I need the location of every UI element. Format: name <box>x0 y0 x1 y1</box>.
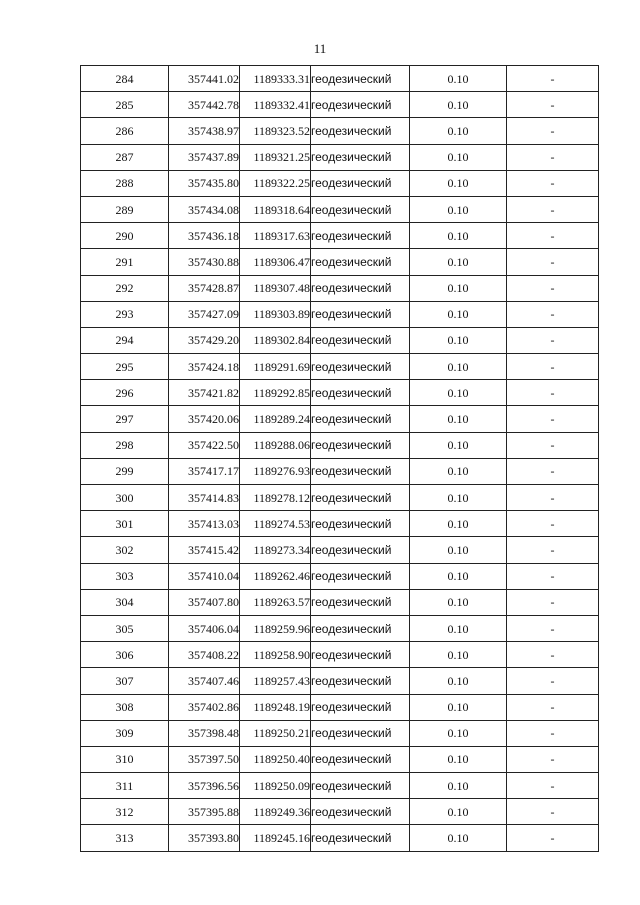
method-cell: геодезический <box>311 66 410 92</box>
y-coordinate-cell: 1189250.40 <box>240 746 311 772</box>
accuracy-cell: 0.10 <box>410 196 507 222</box>
accuracy-cell: 0.10 <box>410 354 507 380</box>
table-row <box>81 406 599 432</box>
description-cell: - <box>507 223 599 249</box>
method-cell: геодезический <box>311 275 410 301</box>
accuracy-cell: 0.10 <box>410 511 507 537</box>
x-coordinate-cell: 357438.97 <box>169 118 240 144</box>
point-number-cell: 290 <box>81 223 169 249</box>
method-cell: геодезический <box>311 170 410 196</box>
point-number-cell: 313 <box>81 825 169 851</box>
method-cell: геодезический <box>311 799 410 825</box>
accuracy-cell: 0.10 <box>410 563 507 589</box>
method-cell: геодезический <box>311 825 410 851</box>
accuracy-cell: 0.10 <box>410 694 507 720</box>
x-coordinate-cell: 357428.87 <box>169 275 240 301</box>
point-number-cell: 309 <box>81 720 169 746</box>
method-cell: геодезический <box>311 118 410 144</box>
accuracy-cell: 0.10 <box>410 485 507 511</box>
y-coordinate-cell: 1189317.63 <box>240 223 311 249</box>
method-cell: геодезический <box>311 144 410 170</box>
x-coordinate-cell: 357436.18 <box>169 223 240 249</box>
y-coordinate-cell: 1189306.47 <box>240 249 311 275</box>
description-cell: - <box>507 746 599 772</box>
y-coordinate-cell: 1189273.34 <box>240 537 311 563</box>
accuracy-cell: 0.10 <box>410 66 507 92</box>
description-cell: - <box>507 327 599 353</box>
point-number-cell: 308 <box>81 694 169 720</box>
method-cell: геодезический <box>311 458 410 484</box>
x-coordinate-cell: 357420.06 <box>169 406 240 432</box>
method-cell: геодезический <box>311 380 410 406</box>
x-coordinate-cell: 357441.02 <box>169 66 240 92</box>
description-cell: - <box>507 799 599 825</box>
description-cell: - <box>507 170 599 196</box>
point-number-cell: 302 <box>81 537 169 563</box>
y-coordinate-cell: 1189288.06 <box>240 432 311 458</box>
x-coordinate-cell: 357415.42 <box>169 537 240 563</box>
description-cell: - <box>507 118 599 144</box>
point-number-cell: 296 <box>81 380 169 406</box>
table-row <box>81 118 599 144</box>
x-coordinate-cell: 357407.46 <box>169 668 240 694</box>
table-row <box>81 589 599 615</box>
table-row <box>81 694 599 720</box>
y-coordinate-cell: 1189250.21 <box>240 720 311 746</box>
x-coordinate-cell: 357407.80 <box>169 589 240 615</box>
y-coordinate-cell: 1189278.12 <box>240 485 311 511</box>
table-row <box>81 458 599 484</box>
point-number-cell: 312 <box>81 799 169 825</box>
x-coordinate-cell: 357417.17 <box>169 458 240 484</box>
point-number-cell: 303 <box>81 563 169 589</box>
x-coordinate-cell: 357402.86 <box>169 694 240 720</box>
x-coordinate-cell: 357393.80 <box>169 825 240 851</box>
table-row <box>81 720 599 746</box>
accuracy-cell: 0.10 <box>410 537 507 563</box>
description-cell: - <box>507 537 599 563</box>
x-coordinate-cell: 357435.80 <box>169 170 240 196</box>
y-coordinate-cell: 1189322.25 <box>240 170 311 196</box>
table-row <box>81 66 599 92</box>
x-coordinate-cell: 357422.50 <box>169 432 240 458</box>
accuracy-cell: 0.10 <box>410 92 507 118</box>
point-number-cell: 285 <box>81 92 169 118</box>
accuracy-cell: 0.10 <box>410 589 507 615</box>
table-row <box>81 825 599 851</box>
x-coordinate-cell: 357413.03 <box>169 511 240 537</box>
table-row <box>81 92 599 118</box>
x-coordinate-cell: 357395.88 <box>169 799 240 825</box>
x-coordinate-cell: 357396.56 <box>169 773 240 799</box>
table-row <box>81 799 599 825</box>
y-coordinate-cell: 1189292.85 <box>240 380 311 406</box>
description-cell: - <box>507 589 599 615</box>
description-cell: - <box>507 458 599 484</box>
point-number-cell: 293 <box>81 301 169 327</box>
point-number-cell: 295 <box>81 354 169 380</box>
method-cell: геодезический <box>311 406 410 432</box>
point-number-cell: 289 <box>81 196 169 222</box>
accuracy-cell: 0.10 <box>410 275 507 301</box>
description-cell: - <box>507 642 599 668</box>
method-cell: геодезический <box>311 642 410 668</box>
table-row <box>81 249 599 275</box>
x-coordinate-cell: 357406.04 <box>169 615 240 641</box>
y-coordinate-cell: 1189321.25 <box>240 144 311 170</box>
description-cell: - <box>507 511 599 537</box>
accuracy-cell: 0.10 <box>410 406 507 432</box>
method-cell: геодезический <box>311 432 410 458</box>
y-coordinate-cell: 1189248.19 <box>240 694 311 720</box>
y-coordinate-cell: 1189307.48 <box>240 275 311 301</box>
method-cell: геодезический <box>311 589 410 615</box>
method-cell: геодезический <box>311 301 410 327</box>
description-cell: - <box>507 406 599 432</box>
x-coordinate-cell: 357437.89 <box>169 144 240 170</box>
point-number-cell: 287 <box>81 144 169 170</box>
method-cell: геодезический <box>311 249 410 275</box>
accuracy-cell: 0.10 <box>410 170 507 196</box>
method-cell: геодезический <box>311 485 410 511</box>
method-cell: геодезический <box>311 537 410 563</box>
point-number-cell: 298 <box>81 432 169 458</box>
y-coordinate-cell: 1189262.46 <box>240 563 311 589</box>
point-number-cell: 305 <box>81 615 169 641</box>
x-coordinate-cell: 357397.50 <box>169 746 240 772</box>
accuracy-cell: 0.10 <box>410 746 507 772</box>
page-number: 11 <box>313 41 327 56</box>
description-cell: - <box>507 668 599 694</box>
point-number-cell: 304 <box>81 589 169 615</box>
x-coordinate-cell: 357398.48 <box>169 720 240 746</box>
table-row <box>81 196 599 222</box>
y-coordinate-cell: 1189249.36 <box>240 799 311 825</box>
accuracy-cell: 0.10 <box>410 432 507 458</box>
table-row <box>81 354 599 380</box>
point-number-cell: 291 <box>81 249 169 275</box>
description-cell: - <box>507 825 599 851</box>
accuracy-cell: 0.10 <box>410 825 507 851</box>
table-row <box>81 773 599 799</box>
y-coordinate-cell: 1189291.69 <box>240 354 311 380</box>
method-cell: геодезический <box>311 615 410 641</box>
y-coordinate-cell: 1189257.43 <box>240 668 311 694</box>
description-cell: - <box>507 275 599 301</box>
description-cell: - <box>507 563 599 589</box>
accuracy-cell: 0.10 <box>410 642 507 668</box>
table-row <box>81 432 599 458</box>
accuracy-cell: 0.10 <box>410 458 507 484</box>
y-coordinate-cell: 1189245.16 <box>240 825 311 851</box>
method-cell: геодезический <box>311 773 410 799</box>
description-cell: - <box>507 380 599 406</box>
accuracy-cell: 0.10 <box>410 327 507 353</box>
accuracy-cell: 0.10 <box>410 720 507 746</box>
x-coordinate-cell: 357427.09 <box>169 301 240 327</box>
accuracy-cell: 0.10 <box>410 668 507 694</box>
description-cell: - <box>507 196 599 222</box>
method-cell: геодезический <box>311 354 410 380</box>
point-number-cell: 299 <box>81 458 169 484</box>
table-row <box>81 275 599 301</box>
description-cell: - <box>507 720 599 746</box>
description-cell: - <box>507 485 599 511</box>
accuracy-cell: 0.10 <box>410 380 507 406</box>
x-coordinate-cell: 357429.20 <box>169 327 240 353</box>
method-cell: геодезический <box>311 694 410 720</box>
x-coordinate-cell: 357421.82 <box>169 380 240 406</box>
method-cell: геодезический <box>311 196 410 222</box>
table-row <box>81 327 599 353</box>
method-cell: геодезический <box>311 223 410 249</box>
table-row <box>81 170 599 196</box>
description-cell: - <box>507 354 599 380</box>
point-number-cell: 297 <box>81 406 169 432</box>
point-number-cell: 307 <box>81 668 169 694</box>
description-cell: - <box>507 301 599 327</box>
y-coordinate-cell: 1189259.96 <box>240 615 311 641</box>
description-cell: - <box>507 432 599 458</box>
table-row <box>81 537 599 563</box>
y-coordinate-cell: 1189289.24 <box>240 406 311 432</box>
coordinates-table <box>80 65 599 852</box>
x-coordinate-cell: 357410.04 <box>169 563 240 589</box>
y-coordinate-cell: 1189302.84 <box>240 327 311 353</box>
point-number-cell: 301 <box>81 511 169 537</box>
point-number-cell: 306 <box>81 642 169 668</box>
x-coordinate-cell: 357430.88 <box>169 249 240 275</box>
accuracy-cell: 0.10 <box>410 118 507 144</box>
description-cell: - <box>507 66 599 92</box>
table-row <box>81 301 599 327</box>
table-row <box>81 668 599 694</box>
y-coordinate-cell: 1189274.53 <box>240 511 311 537</box>
point-number-cell: 294 <box>81 327 169 353</box>
y-coordinate-cell: 1189263.57 <box>240 589 311 615</box>
accuracy-cell: 0.10 <box>410 799 507 825</box>
table-row <box>81 485 599 511</box>
x-coordinate-cell: 357414.83 <box>169 485 240 511</box>
table-row <box>81 144 599 170</box>
table-row <box>81 380 599 406</box>
accuracy-cell: 0.10 <box>410 301 507 327</box>
y-coordinate-cell: 1189303.89 <box>240 301 311 327</box>
method-cell: геодезический <box>311 720 410 746</box>
y-coordinate-cell: 1189323.52 <box>240 118 311 144</box>
table-row <box>81 563 599 589</box>
x-coordinate-cell: 357442.78 <box>169 92 240 118</box>
table-row <box>81 511 599 537</box>
description-cell: - <box>507 773 599 799</box>
table-row <box>81 223 599 249</box>
description-cell: - <box>507 92 599 118</box>
y-coordinate-cell: 1189258.90 <box>240 642 311 668</box>
accuracy-cell: 0.10 <box>410 773 507 799</box>
point-number-cell: 310 <box>81 746 169 772</box>
accuracy-cell: 0.10 <box>410 223 507 249</box>
point-number-cell: 286 <box>81 118 169 144</box>
coordinates-table-body <box>81 66 599 852</box>
y-coordinate-cell: 1189318.64 <box>240 196 311 222</box>
method-cell: геодезический <box>311 563 410 589</box>
y-coordinate-cell: 1189276.93 <box>240 458 311 484</box>
accuracy-cell: 0.10 <box>410 144 507 170</box>
point-number-cell: 284 <box>81 66 169 92</box>
method-cell: геодезический <box>311 92 410 118</box>
table-row <box>81 615 599 641</box>
y-coordinate-cell: 1189332.41 <box>240 92 311 118</box>
point-number-cell: 311 <box>81 773 169 799</box>
table-row <box>81 642 599 668</box>
x-coordinate-cell: 357434.08 <box>169 196 240 222</box>
description-cell: - <box>507 249 599 275</box>
method-cell: геодезический <box>311 746 410 772</box>
y-coordinate-cell: 1189333.31 <box>240 66 311 92</box>
method-cell: геодезический <box>311 511 410 537</box>
point-number-cell: 300 <box>81 485 169 511</box>
method-cell: геодезический <box>311 668 410 694</box>
x-coordinate-cell: 357424.18 <box>169 354 240 380</box>
y-coordinate-cell: 1189250.09 <box>240 773 311 799</box>
method-cell: геодезический <box>311 327 410 353</box>
description-cell: - <box>507 144 599 170</box>
x-coordinate-cell: 357408.22 <box>169 642 240 668</box>
accuracy-cell: 0.10 <box>410 615 507 641</box>
point-number-cell: 292 <box>81 275 169 301</box>
point-number-cell: 288 <box>81 170 169 196</box>
description-cell: - <box>507 694 599 720</box>
table-row <box>81 746 599 772</box>
accuracy-cell: 0.10 <box>410 249 507 275</box>
description-cell: - <box>507 615 599 641</box>
